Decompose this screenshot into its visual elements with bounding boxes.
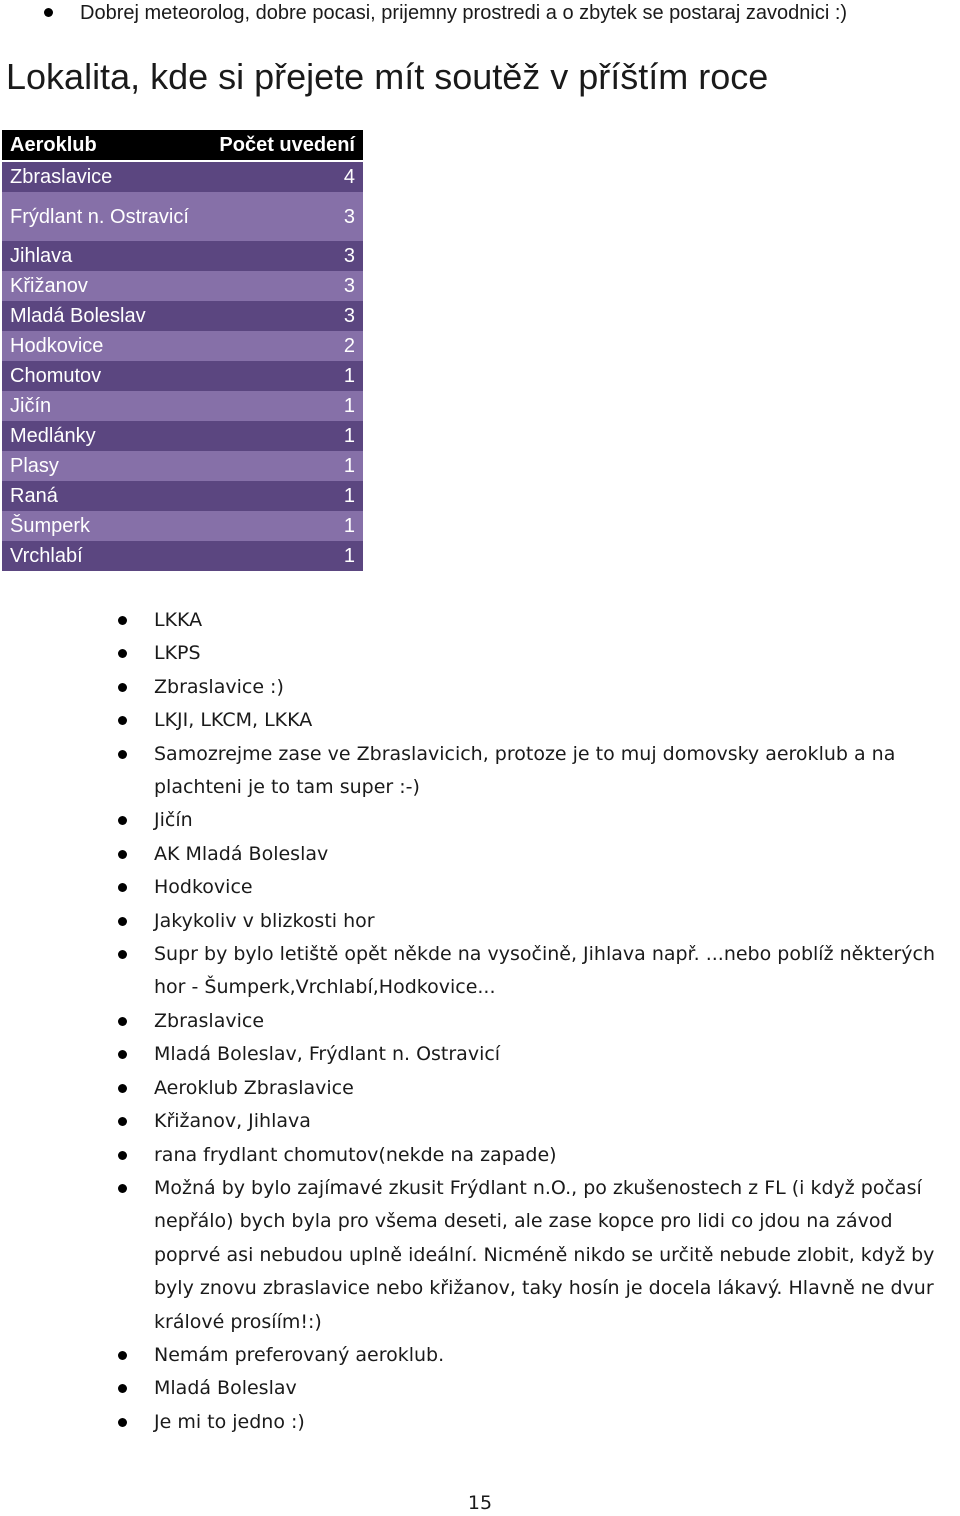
bullet-icon xyxy=(118,1351,127,1360)
row-name: Raná xyxy=(2,481,205,511)
list-item-text: LKPS xyxy=(154,642,201,665)
results-table xyxy=(2,130,363,571)
bullet-icon xyxy=(118,750,127,759)
list-item-text: Mladá Boleslav xyxy=(154,1377,297,1400)
list-item xyxy=(0,1072,960,1105)
bullet-icon xyxy=(118,649,127,658)
row-name: Vrchlabí xyxy=(2,541,205,571)
bullet-icon xyxy=(118,616,127,625)
row-count: 1 xyxy=(205,511,363,541)
table-row xyxy=(2,301,363,331)
row-name: Plasy xyxy=(2,451,205,481)
table-row xyxy=(2,241,363,271)
row-count: 1 xyxy=(205,481,363,511)
row-name: Jičín xyxy=(2,391,205,421)
list-item-text: Zbraslavice xyxy=(154,1009,265,1032)
response-list xyxy=(0,604,960,1439)
list-item xyxy=(0,938,960,1005)
list-item xyxy=(0,1172,960,1339)
bullet-icon xyxy=(44,8,53,17)
list-item xyxy=(0,1372,960,1405)
row-name: Medlánky xyxy=(2,421,205,451)
bullet-icon xyxy=(118,1184,127,1193)
table-row xyxy=(2,331,363,361)
header-count: Počet uvedení xyxy=(205,130,363,161)
table-row xyxy=(2,161,363,192)
row-count: 1 xyxy=(205,541,363,571)
list-item xyxy=(0,604,960,637)
list-item-text: rana frydlant chomutov(nekde na zapade) xyxy=(154,1143,557,1166)
row-count: 1 xyxy=(205,421,363,451)
row-count: 3 xyxy=(205,241,363,271)
table-header-row xyxy=(2,130,363,161)
bullet-icon xyxy=(118,1050,127,1059)
list-item-text: Mladá Boleslav, Frýdlant n. Ostravicí xyxy=(154,1043,501,1066)
section-heading: Lokalita, kde si přejete mít soutěž v příštím roce xyxy=(6,56,769,97)
row-count: 3 xyxy=(205,271,363,301)
row-name: Chomutov xyxy=(2,361,205,391)
list-item-text: Zbraslavice :) xyxy=(154,675,284,698)
bullet-icon xyxy=(118,1151,127,1160)
bullet-icon xyxy=(118,816,127,825)
row-name: Frýdlant n. Ostravicí xyxy=(2,192,205,241)
list-item-text: Samozrejme zase ve Zbraslavicich, protoze je to muj domovsky aeroklub a na plachteni je to tam super :-) xyxy=(154,742,896,799)
page-number: 15 xyxy=(467,1492,493,1514)
row-name: Jihlava xyxy=(2,241,205,271)
table-row xyxy=(2,481,363,511)
row-count: 1 xyxy=(205,451,363,481)
top-bullet-item xyxy=(44,0,954,26)
list-item xyxy=(0,838,960,871)
header-aeroklub: Aeroklub xyxy=(2,130,205,161)
bullet-icon xyxy=(118,950,127,959)
bullet-icon xyxy=(118,1084,127,1093)
table-row xyxy=(2,192,363,241)
table-row xyxy=(2,421,363,451)
list-item-text: LKJI, LKCM, LKKA xyxy=(154,709,313,732)
table-row xyxy=(2,541,363,571)
list-item-text: Hodkovice xyxy=(154,876,253,899)
row-name: Křižanov xyxy=(2,271,205,301)
row-count: 1 xyxy=(205,391,363,421)
row-count: 4 xyxy=(205,161,363,192)
list-item-text: Jičín xyxy=(154,809,193,832)
table-row xyxy=(2,361,363,391)
top-bullet-text: Dobrej meteorolog, dobre pocasi, prijemny prostredi a o zbytek se postaraj zavodnici :) xyxy=(80,2,848,24)
bullet-icon xyxy=(118,917,127,926)
table-row xyxy=(2,511,363,541)
list-item xyxy=(0,1105,960,1138)
bullet-icon xyxy=(118,1017,127,1026)
list-item-text: Jakykoliv v blizkosti hor xyxy=(154,909,375,932)
table-row xyxy=(2,451,363,481)
list-item-text: Nemám preferovaný aeroklub. xyxy=(154,1343,445,1366)
list-item-text: AK Mladá Boleslav xyxy=(154,842,329,865)
row-count: 3 xyxy=(205,301,363,331)
row-count: 3 xyxy=(205,192,363,241)
list-item-text: Supr by bylo letiště opět někde na vysočině, Jihlava např. ...nebo poblíž některých hor - Šumperk,Vrchlabí,Hodkovice... xyxy=(154,943,936,999)
list-item xyxy=(0,637,960,670)
list-item-text: Aeroklub Zbraslavice xyxy=(154,1076,354,1099)
bullet-icon xyxy=(118,1117,127,1126)
list-item xyxy=(0,804,960,837)
list-item xyxy=(0,1406,960,1439)
list-item-text: Možná by bylo zajímavé zkusit Frýdlant n.O., po zkušenostech z FL (i když počasí nepřálo) bych byla pro všema deseti, ale zase kopce pro lidi co jdou na závod poprvé asi nebudou uplně ideální. Nicméně nikdo se určitě nebude zlobit, když by byly znovu zbraslavice nebo křižanov, taky hosín je docela lákavý. Hlavně ne dvur králové prosíím!:) xyxy=(154,1176,935,1333)
bullet-icon xyxy=(118,850,127,859)
row-name: Hodkovice xyxy=(2,331,205,361)
list-item xyxy=(0,1005,960,1038)
list-item-text: Křižanov, Jihlava xyxy=(154,1110,311,1133)
row-count: 1 xyxy=(205,361,363,391)
list-item xyxy=(0,1139,960,1172)
list-item xyxy=(0,1038,960,1071)
list-item-text: LKKA xyxy=(154,609,203,631)
row-count: 2 xyxy=(205,331,363,361)
bullet-icon xyxy=(118,683,127,692)
bullet-icon xyxy=(118,1384,127,1393)
list-item xyxy=(0,671,960,704)
list-item xyxy=(0,905,960,938)
bullet-icon xyxy=(118,883,127,892)
bullet-icon xyxy=(118,716,127,725)
list-item-text: Je mi to jedno :) xyxy=(154,1410,305,1433)
list-item xyxy=(0,738,960,805)
list-item xyxy=(0,704,960,737)
row-name: Šumperk xyxy=(2,511,205,541)
table-row xyxy=(2,391,363,421)
list-item xyxy=(0,1339,960,1372)
table-row xyxy=(2,271,363,301)
row-name: Mladá Boleslav xyxy=(2,301,205,331)
bullet-icon xyxy=(118,1418,127,1427)
row-name: Zbraslavice xyxy=(2,161,205,192)
list-item xyxy=(0,871,960,904)
